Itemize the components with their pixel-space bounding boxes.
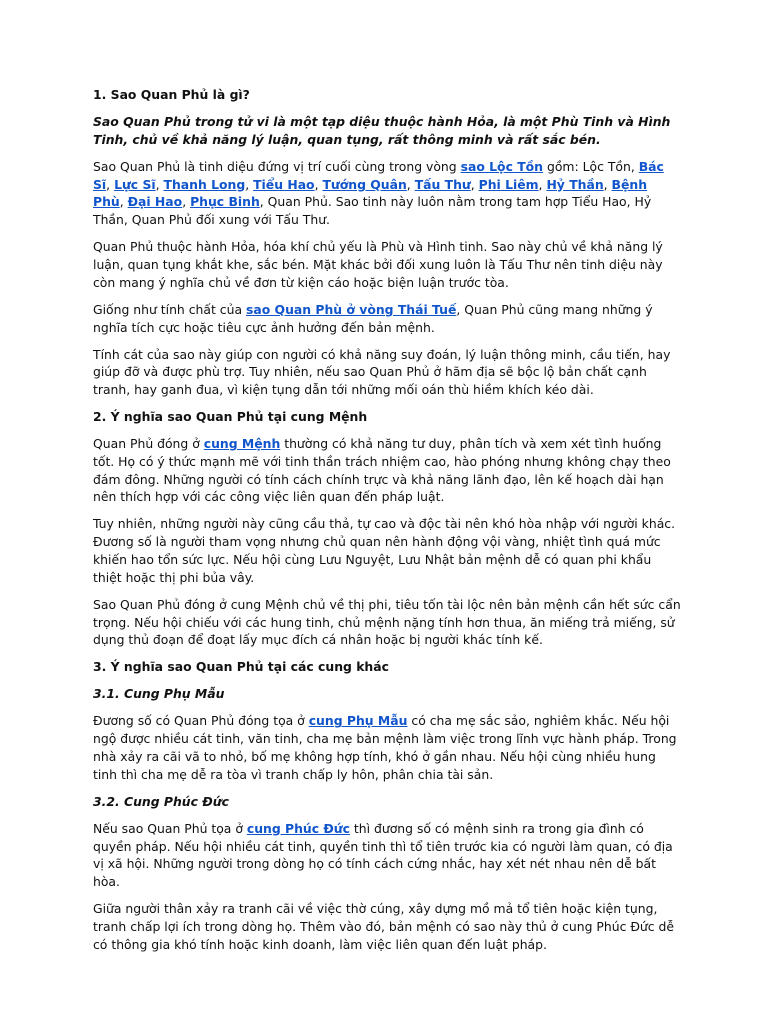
paragraph-thi-phi: Sao Quan Phủ đóng ở cung Mệnh chủ về thị phi, tiêu tốn tài lộc nên bản mệnh cần hết sức cẩn trọng. Nếu hội chiếu với các hung tinh, chủ mệnh nặng tính hơn thua, ăn miếng trả miếng, sử dụng thủ đoạn để đoạt lấy mục đích cá nhân hoặc bị người khác tính kế. [93, 596, 681, 648]
text: thường có khả năng tư duy, phân tích và xem xét tình huống tốt. Họ có ý thức mạnh mẽ với tinh thần trách nhiệm cao, hào phóng nhưng không chạy theo đám đông. Những người có tính cách chính trực và khả năng lãnh đạo, lên kế hoạch dài hạn nên thích hợp với các công việc liên quan đến pháp luật. [93, 436, 671, 505]
text: , [603, 176, 612, 192]
link-bac-si[interactable]: Bác Sĩ [93, 158, 664, 192]
section-heading-3: 3. Ý nghĩa sao Quan Phủ tại các cung khác [93, 659, 389, 675]
paragraph-phuc-duc [93, 820, 681, 891]
text: , [119, 194, 128, 210]
text: Giống như tính chất của [93, 301, 246, 317]
link-cung-phu-mau[interactable]: cung Phụ Mẫu [308, 713, 408, 729]
paragraph-hanh-hoa: Quan Phủ thuộc hành Hỏa, hóa khí chủ yếu là Phù và Hình tinh. Sao này chủ về khả năng lý luận, quan tụng khắt khe, sắc bén. Mặt khác bởi đối xung luôn là Tấu Thư nên tinh diệu này còn mang ý nghĩa chủ về đơn từ kiện cáo hoặc biện luận trước tòa. [93, 239, 663, 290]
text: , [245, 176, 254, 192]
article-body [93, 86, 681, 963]
paragraph-tinh-cat: Tính cát của sao này giúp con người có khả năng suy đoán, lý luận thông minh, cầu tiến, hay giúp đỡ và được phù trợ. Tuy nhiên, nếu sao Quan Phủ ở hãm địa sẽ bộc lộ bản chất cạnh tranh, hay ganh đua, vì kiện tụng dẫn tới những mối oán thù hiềm khích kéo dài. [93, 346, 671, 398]
link-tau-thu[interactable]: Tấu Thư [414, 176, 471, 192]
text: , [406, 176, 415, 192]
text: , [155, 176, 164, 192]
text: Quan Phủ đóng ở [93, 436, 204, 452]
text: , [106, 176, 115, 192]
text: , Quan Phủ. Sao tinh này luôn nằm trong tam hợp Tiểu Hao, Hỷ Thần, Quan Phủ đối xung với Tấu Thư. [93, 194, 652, 228]
link-thanh-long[interactable]: Thanh Long [163, 176, 246, 192]
text: , [314, 176, 323, 192]
paragraph-loc-ton-ring [93, 158, 681, 229]
lead-paragraph: Sao Quan Phủ trong tử vi là một tạp diệu thuộc hành Hỏa, là một Phù Tinh và Hình Tinh, chủ về khả năng lý luận, quan tụng, rất thông minh và rất sắc bén. [93, 113, 671, 147]
link-phi-liem[interactable]: Phi Liêm [478, 176, 539, 192]
paragraph-phu-mau [93, 712, 681, 783]
text: Nếu sao Quan Phủ tọa ở [93, 820, 247, 836]
link-phuc-binh[interactable]: Phục Binh [190, 194, 260, 210]
text: , [470, 176, 479, 192]
link-tuong-quan[interactable]: Tướng Quân [322, 176, 407, 192]
subheading-phu-mau: 3.1. Cung Phụ Mẫu [93, 686, 225, 702]
link-tieu-hao[interactable]: Tiểu Hao [253, 176, 315, 192]
link-dai-hao[interactable]: Đại Hao [127, 194, 183, 210]
section-heading-2: 2. Ý nghĩa sao Quan Phủ tại cung Mệnh [93, 409, 368, 425]
paragraph-thai-tue [93, 301, 681, 337]
link-cung-phuc-duc[interactable]: cung Phúc Đức [246, 820, 350, 836]
text: thì đương số có mệnh sinh ra trong gia đình có quyền pháp. Nếu hội nhiều cát tinh, quyền tinh thì tổ tiên trước kia có người làm quan, có địa vị xã hội. Những người trong dòng họ có tính cách cứng nhắc, hay xét nét nhau nên dễ bất hòa. [93, 820, 673, 890]
text: Đương số có Quan Phủ đóng tọa ở [93, 713, 309, 729]
text: , Quan Phủ cũng mang những ý nghĩa tích cực hoặc tiêu cực ảnh hưởng đến bản mệnh. [93, 301, 653, 335]
link-hy-than[interactable]: Hỷ Thần [546, 176, 604, 192]
text: Sao Quan Phủ là tinh diệu đứng vị trí cuối cùng trong vòng [93, 158, 461, 174]
link-benh-phu[interactable]: Bệnh Phù [93, 176, 648, 210]
section-heading-1: 1. Sao Quan Phủ là gì? [93, 87, 250, 102]
paragraph-than-nhan: Giữa người thân xảy ra tranh cãi về việc thờ cúng, xây dựng mồ mả tổ tiên hoặc kiện tụng, tranh chấp lợi ích trong dòng họ. Thêm vào đó, bản mệnh có sao này thủ ở cung Phúc Đức dễ có thông gia khó tính hoặc kinh doanh, làm việc liên quan đến luật pháp. [93, 901, 675, 952]
text: , [182, 194, 191, 210]
link-sao-loc-ton[interactable]: sao Lộc Tồn [460, 158, 544, 174]
link-sao-quan-phu-thai-tue[interactable]: sao Quan Phù ở vòng Thái Tuế [245, 301, 457, 317]
link-luc-si[interactable]: Lực Sĩ [114, 176, 156, 192]
paragraph-tuy-nhien: Tuy nhiên, những người này cũng cầu thả, tự cao và độc tài nên khó hòa nhập với người khác. Đương số là người tham vọng nhưng chủ quan nên hành động vội vàng, nhiệt tình quá mức khiến hao tổn sức lực. Nếu hội cùng Lưu Nguyệt, Lưu Nhật bản mệnh dễ có quan phi khẩu thiệt hoặc thị phi bủa vây. [93, 516, 676, 585]
text: gồm: Lộc Tồn, [543, 158, 639, 174]
subheading-phuc-duc: 3.2. Cung Phúc Đức [93, 793, 229, 809]
text: , [538, 176, 547, 192]
link-cung-menh[interactable]: cung Mệnh [203, 436, 281, 452]
text: có cha mẹ sắc sảo, nghiêm khắc. Nếu hội ngộ được nhiều cát tinh, văn tinh, cha mẹ bản mệnh làm việc trong lĩnh vực hành pháp. Trong nhà xảy ra cãi vã to nhỏ, bố mẹ không hợp tính, khó ở gần nhau. Nếu hội cùng nhiều hung tinh thì cha mẹ dễ ra tòa vì tranh chấp ly hôn, phân chia tài sản. [93, 713, 677, 782]
paragraph-cung-menh [93, 435, 681, 506]
